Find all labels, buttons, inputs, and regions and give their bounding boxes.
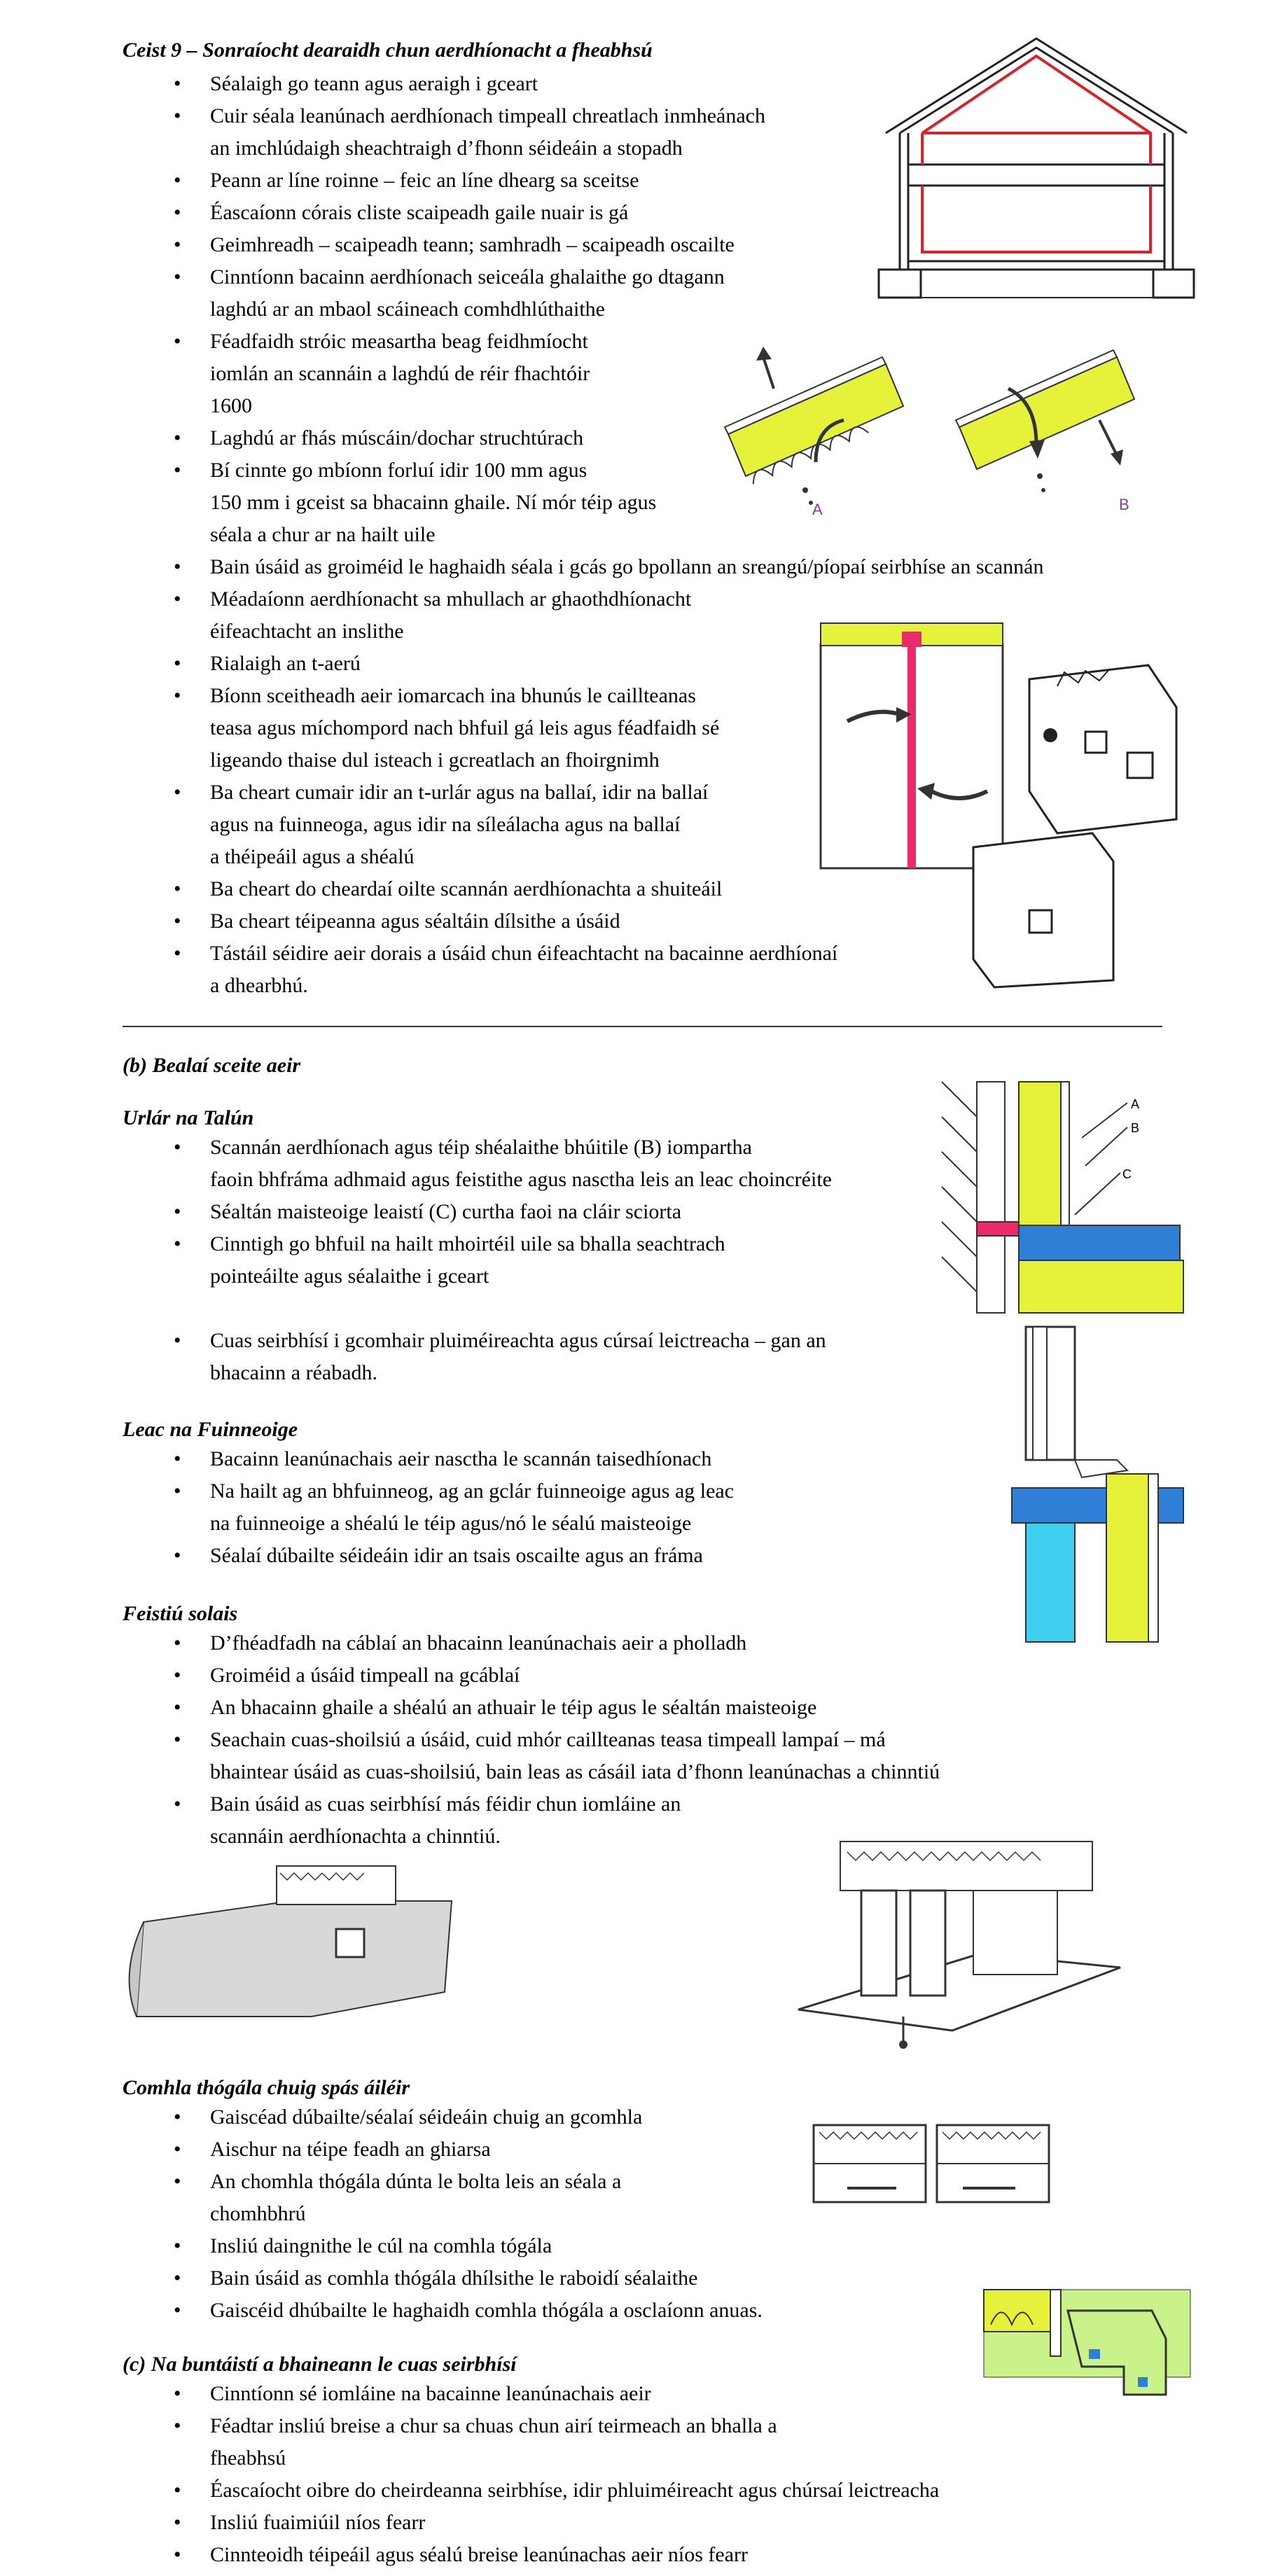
list-item-line: • Bacainn leanúnachais aeir nasctha le scannán taisedhíonach [210, 1447, 712, 1470]
list-item-line: • Seachain cuas-shoilsiú a úsáid, cuid mhór caillteanas teasa timpeall lampaí – má [210, 1728, 886, 1751]
section-b-title: (b) Bealaí sceite aeir [123, 1054, 301, 1077]
list-item-line: • Séalaigh go teann agus aeraigh i gceart [210, 72, 538, 95]
list-item-line: 150 mm i gceist sa bhacainn ghaile. Ní mór téip agus [210, 491, 657, 514]
list-item-line: • Na hailt ag an bhfuinneog, ag an gclár fuinneoige agus ag leac [210, 1480, 735, 1503]
list-item-line: • Peann ar líne roinne – feic an líne dhearg sa sceitse [210, 169, 639, 192]
list-item-line: • Geimhreadh – scaipeadh teann; samhradh – scaipeadh oscailte [210, 233, 735, 256]
list-item [154, 1540, 734, 1572]
list-item-line: • Bain úsáid as comhla thógála dhílsithe le raboidí séalaithe [210, 2267, 698, 2290]
list-item [154, 2230, 763, 2262]
wall-junction-figure [819, 616, 1190, 987]
list-item-line: • Groiméid a úsáid timpeall na gcáblaí [210, 1664, 520, 1687]
list-item-line: séala a chur ar na hailt uile [210, 523, 436, 546]
list-item-line: • Séaltán maisteoige leaistí (C) curtha faoi na cláir sciorta [210, 1200, 682, 1223]
list-item [154, 2539, 939, 2571]
list-item-line: • Laghdú ar fhás múscáin/dochar struchtúrach [210, 426, 584, 450]
ceiling-joist-figure [798, 1820, 1120, 2052]
attic-hatch-figure [812, 2122, 1050, 2206]
list-item [154, 2101, 763, 2133]
list-item-line: • Féadfaidh stróic measartha beag feidhmíocht [210, 330, 588, 353]
list-item-line: • Ba cheart téipeanna agus séaltáin dílsithe a úsáid [210, 910, 620, 933]
ceiling-light-figure [123, 1859, 452, 2027]
list-item [154, 2166, 763, 2230]
list-item-line: laghdú ar an mbaol scáineach comhdhlúthaithe [210, 298, 605, 321]
list-item [154, 1627, 940, 1659]
service-cavity-figure [984, 2290, 1190, 2402]
list-item-line: faoin bhfráma adhmaid agus feistithe agus nasctha leis an leac choincréite [210, 1168, 832, 1191]
list-item-line: • Séalaí dúbailte séideáin idir an tsais oscailte agus an fráma [210, 1544, 703, 1567]
list-item [154, 2295, 763, 2327]
list-item-line: a théipeáil agus a shéalú [210, 845, 415, 868]
list-item-line: pointeáilte agus séalaithe i gceart [210, 1265, 489, 1288]
list-item-line: • Cuas seirbhísí i gcomhair pluiméireachta agus cúrsaí leictreacha – gan an [210, 1329, 826, 1352]
list-item-line: • Féadtar insliú breise a chur sa chuas chun airí teirmeach an bhalla a [210, 2414, 777, 2437]
list-item-line: • Éascaíonn córais cliste scaipeadh gaile nuair is gá [210, 201, 629, 224]
list-item-line: scannáin aerdhíonachta a chinntiú. [210, 1825, 501, 1848]
list-item-line: • Ba cheart do cheardaí oilte scannán aerdhíonachta a shuiteáil [210, 877, 723, 900]
list-item [154, 1132, 832, 1196]
list-item-line: • Gaiscéad dúbailte/séalaí séideáin chuig an gcomhla [210, 2105, 643, 2129]
list-item-line: • Aischur na téipe feadh an ghiarsa [210, 2138, 491, 2161]
light-fittings-bullets [154, 1627, 940, 1853]
list-item-line: • Cinntíonn sé iomláine na bacainne leanúnachais aeir [210, 2382, 651, 2405]
list-item-line: na fuinneoige a shéalú le téip agus/nó le séalú maisteoige [210, 1512, 692, 1535]
list-item-line: ligeando thaise dul isteach i gcreatlach an fhoirgnimh [210, 749, 660, 772]
detail-label-c: C [1122, 1167, 1132, 1181]
list-item [154, 1475, 734, 1540]
house-section-figure [879, 28, 1194, 308]
list-item-line: teasa agus míchompord nach bhfuil gá leis agus féadfaidh sé [210, 716, 720, 739]
list-item-line: iomlán an scannáin a laghdú de réir fhachtóir [210, 362, 590, 385]
list-item-line: bhacainn a réabadh. [210, 1361, 378, 1384]
list-item-line: éifeachtacht an inslithe [210, 620, 404, 643]
section-c-bullets [154, 2378, 939, 2571]
list-item-line: • Cinntigh go bhfuil na hailt mhoirtéil uile sa bhalla seachtrach [210, 1232, 725, 1255]
section-c-title: (c) Na buntáistí a bhaineann le cuas seirbhísí [123, 2353, 517, 2376]
detail-label-b: B [1131, 1121, 1140, 1135]
list-item [154, 2133, 763, 2166]
list-item-line: • An chomhla thógála dúnta le bolta leis an séala a [210, 2170, 622, 2193]
list-item [154, 1692, 940, 1724]
list-item [154, 1228, 832, 1293]
window-sill-title: Leac na Fuinneoige [123, 1418, 298, 1441]
list-item-line: 1600 [210, 394, 252, 417]
list-item-line: • D’fhéadfadh na cáblaí an bhacainn leanúnachais aeir a pholladh [210, 1631, 747, 1655]
window-sill-figure [1012, 1327, 1183, 1642]
ground-floor-bullets [154, 1132, 832, 1389]
ground-floor-detail-figure [942, 1075, 1183, 1316]
list-item-line: • Scannán aerdhíonach agus téip shéalaithe bhúitile (B) iompartha [210, 1136, 752, 1159]
list-item-line: • Bain úsáid as groiméid le haghaidh séala i gcás go bpollann an sreangú/píopaí seirbhíse an scannán [210, 555, 1044, 578]
list-item-line: • Cuir séala leanúnach aerdhíonach timpeall chreatlach inmheánach [210, 104, 765, 127]
list-item [154, 2378, 939, 2410]
q9-title: Ceist 9 – Sonraíocht dearaidh chun aerdhíonacht a fheabhsú [123, 39, 653, 62]
list-item [154, 1659, 940, 1692]
light-fittings-title: Feistiú solais [123, 1602, 238, 1625]
detail-label-a: A [1131, 1097, 1140, 1111]
list-item-line: • Tástáil séidire aeir dorais a úsáid chun éifeachtacht na bacainne aerdhíonaí [210, 942, 838, 965]
ground-floor-title: Urlár na Talún [123, 1106, 254, 1129]
list-item-line: a dhearbhú. [210, 974, 308, 997]
list-item-line: • Cinnteoidh téipeáil agus séalú breise leanúnachas aeir níos fearr [210, 2543, 749, 2566]
list-item-line: • Insliú fuaimiúil níos fearr [210, 2511, 426, 2534]
list-item [154, 1325, 832, 1389]
list-item [154, 1196, 832, 1228]
list-item [154, 2410, 939, 2474]
attic-hatch-title: Comhla thógála chuig spás áiléir [123, 2076, 410, 2099]
list-item-line: • Bíonn sceitheadh aeir iomarcach ina bhunús le caillteanas [210, 684, 696, 707]
list-item-line: • Cinntíonn bacainn aerdhíonach seiceála ghalaithe go dtagann [210, 265, 725, 288]
window-sill-bullets [154, 1443, 734, 1572]
list-item-line: • Bí cinnte go mbíonn forluí idir 100 mm agus [210, 459, 587, 482]
list-item [154, 1443, 734, 1475]
list-item [154, 2507, 939, 2539]
figure-label-b: B [1119, 496, 1129, 513]
air-barrier-line [922, 56, 1150, 252]
list-item-line: • Gaiscéid dhúbailte le haghaidh comhla thógála a osclaíonn anuas. [210, 2299, 763, 2322]
list-item-line: • Bain úsáid as cuas seirbhísí más féidir chun iomláine an [210, 1792, 681, 1816]
figure-label-a: A [812, 501, 823, 518]
membrane-overlap-figure [721, 322, 1190, 525]
list-item-line: • Insliú daingnithe le cúl na comhla tógála [210, 2234, 552, 2257]
list-item [154, 1724, 940, 1788]
list-item-line: chomhbhrú [210, 2202, 306, 2225]
list-item [154, 2262, 763, 2295]
attic-hatch-bullets [154, 2101, 763, 2327]
list-item [154, 2474, 939, 2507]
list-item-line: • Rialaigh an t-aerú [210, 652, 361, 675]
list-item-line: • An bhacainn ghaile a shéalú an athuair le téip agus le séaltán maisteoige [210, 1696, 817, 1719]
list-item-line: bhaintear úsáid as cuas-shoilsiú, bain leas as cásáil iata d’fhonn leanúnachas a chinntiú [210, 1760, 940, 1783]
list-item-line: • Éascaíocht oibre do cheirdeanna seirbhíse, idir phluiméireacht agus chúrsaí leictreacha [210, 2479, 940, 2502]
list-item-line: agus na fuinneoga, agus idir na síleálacha agus na ballaí [210, 813, 681, 836]
list-item-line: an imchlúdaigh sheachtraigh d’fhonn séideáin a stopadh [210, 137, 683, 160]
list-item [154, 551, 1044, 583]
list-item-line: • Méadaíonn aerdhíonacht sa mhullach ar ghaothdhíonacht [210, 587, 692, 611]
list-item-line: fheabhsú [210, 2446, 286, 2470]
list-item-line: • Ba cheart cumair idir an t-urlár agus na ballaí, idir na ballaí [210, 781, 709, 804]
section-divider [123, 1026, 1162, 1027]
